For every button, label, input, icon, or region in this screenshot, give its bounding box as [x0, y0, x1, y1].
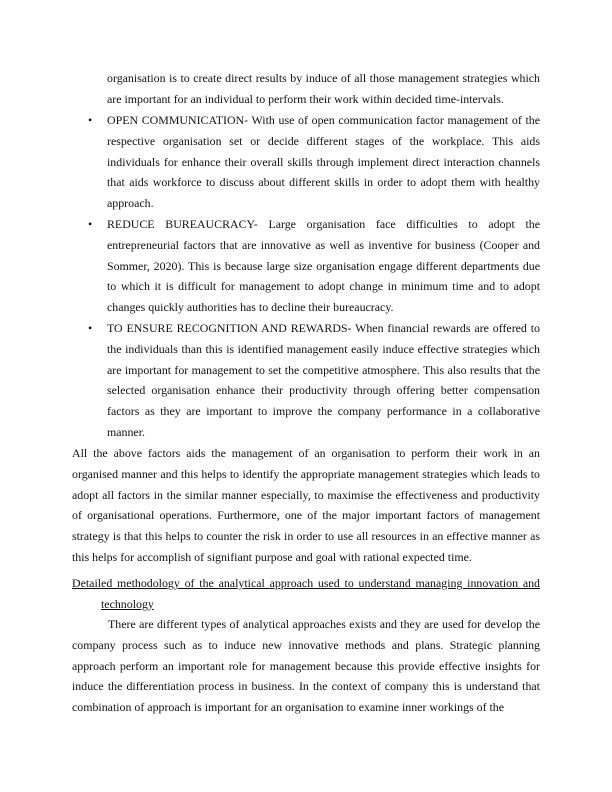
bullet-reduce-bureaucracy: • REDUCE BUREAUCRACY- Large organisation face difficulties to adopt the entrepreneurial factors that are innovative as well as inventive for business (Cooper and Sommer, 2020). This is because large size organisation engage different departments due to which it is difficult for management to adopt change in minimum time and to adopt changes quickly authorities has to decline their bureaucracy.: [107, 214, 540, 318]
bullet-recognition-rewards: • TO ENSURE RECOGNITION AND REWARDS- When financial rewards are offered to the individuals than this is identified management easily induce effective strategies which are important for management to set the competitive atmosphere. This also results that the selected organisation enhance their productivity through offering better compensation factors as they are important to improve the company performance in a collaborative manner.: [107, 318, 540, 443]
summary-paragraph: All the above factors aids the management of an organisation to perform their work in an organised manner and this helps to identify the appropriate management strategies which leads to adopt all factors in the similar manner especially, to maximise the effectiveness and productivity of organisational operations. Furthermore, one of the major important factors of management strategy is that this helps to counter the risk in order to use all resources in an effective manner as this helps for accomplish of signifiant purpose and goal with rational expected time.: [72, 446, 540, 564]
bullet-list: [107, 110, 540, 443]
continuation-paragraph: organisation is to create direct results by induce of all those management strategies which are important for an individual to perform their work within decided time-intervals.: [107, 71, 540, 106]
section-heading: Detailed methodology of the analytical approach used to understand managing innovation and technology: [72, 576, 540, 611]
body-paragraph: There are different types of analytical approaches exists and they are used for develop the company process such as to induce new innovative methods and plans. Strategic planning approach perform an important role for management because this provide effective insights for induce the differentiation process in business. In the context of company this is understand that combination of approach is important for an organisation to examine inner workings of the: [72, 617, 540, 715]
bullet-open-communication: • OPEN COMMUNICATION- With use of open communication factor management of the respective organisation set or decide different stages of the workplace. This aids individuals for enhance their overall skills through implement direct interaction channels that aids workforce to discuss about different skills in order to adopt them with healthy approach.: [107, 110, 540, 214]
